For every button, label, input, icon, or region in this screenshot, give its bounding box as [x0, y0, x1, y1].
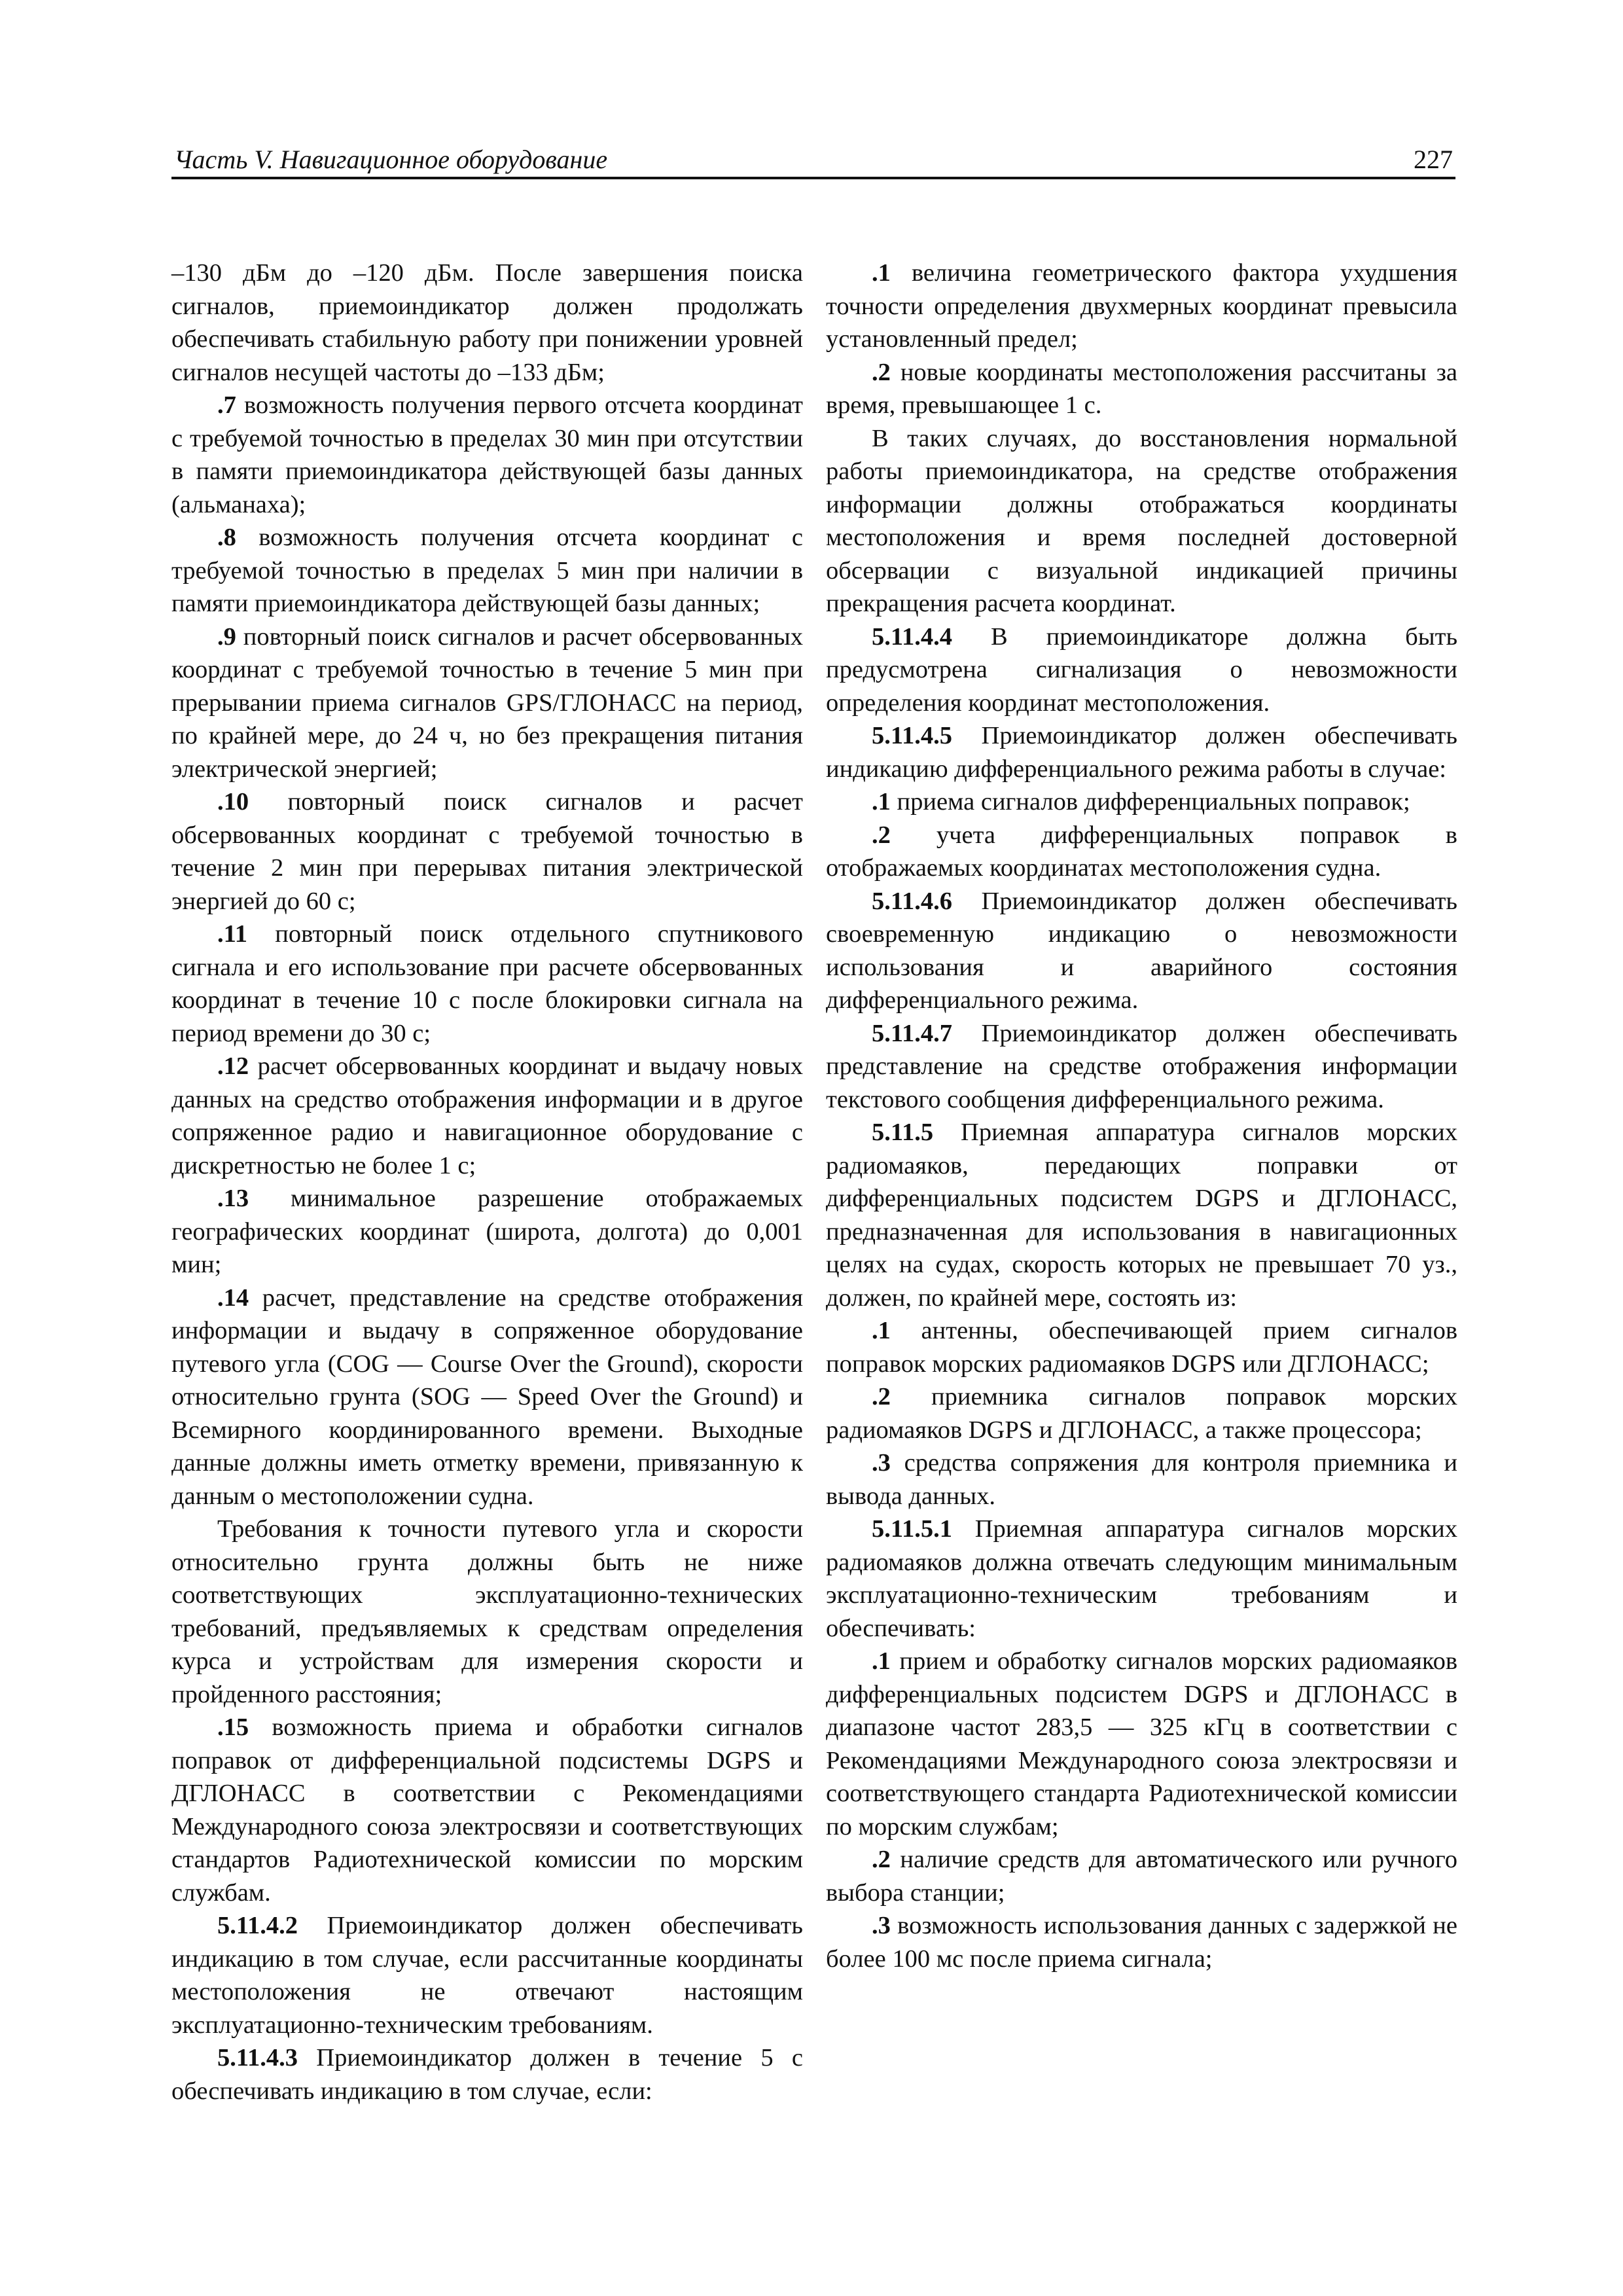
paragraph	[826, 1513, 1457, 1645]
paragraph	[171, 1909, 803, 2041]
paragraph	[171, 257, 803, 389]
item-number: .1	[872, 788, 891, 816]
item-number: .2	[872, 1846, 891, 1873]
paragraph	[826, 885, 1457, 1017]
paragraph-text: средства сопряжения для контроля приемника и вывода данных.	[826, 1449, 1457, 1510]
item-number: 5.11.5.1	[872, 1515, 953, 1543]
item-number: .9	[217, 622, 236, 651]
paragraph	[826, 1843, 1457, 1909]
left-text-column	[171, 257, 803, 2108]
paragraph	[171, 1182, 803, 1282]
paragraph-text: повторный поиск отдельного спутникового сигнала и его использование при расчете обсервованных координат в течение 10 с после блокировки сигнала на период времени до 30 с;	[171, 920, 803, 1047]
paragraph-text: Требования к точности путевого угла и скорости относительно грунта должны быть не ниже соответствующих эксплуатационно-технических требований, предъявляемых к средствам определения курса и устройствам для измерения скорости и пройденного расстояния;	[171, 1515, 803, 1708]
paragraph	[171, 620, 803, 786]
paragraph-text: Приемная аппаратура сигналов морских радиомаяков должна отвечать следующим минимальным эксплуатационно-техническим требованиям и обеспечивать:	[826, 1515, 1457, 1642]
item-number: .15	[217, 1713, 249, 1741]
paragraph	[826, 356, 1457, 422]
page-number: 227	[1414, 145, 1453, 174]
paragraph	[826, 1017, 1457, 1117]
page-header	[171, 143, 1455, 179]
running-title: Часть V. Навигационное оборудование	[174, 145, 608, 174]
item-number: .1	[872, 1647, 891, 1675]
item-number: .8	[217, 524, 236, 551]
item-number: 5.11.4.4	[872, 622, 953, 651]
item-number: .1	[872, 1317, 891, 1344]
item-number: 5.11.4.6	[872, 887, 953, 915]
paragraph-text: возможность приема и обработки сигналов поправок от дифференциальной подсистемы DGPS и ДГЛОНАСС в соответствии с Рекомендациями Международного союза электросвязи и соответствующих стандартов Радиотехнической комиссии по морским службам.	[171, 1713, 803, 1907]
paragraph	[826, 1446, 1457, 1513]
paragraph-text: расчет, представление на средстве отображения информации и выдачу в сопряженное оборудование путевого угла (COG — Course Over the Ground), скорости относительно грунта (SOG — Speed Over the Ground) и Всемирного координированного времени. Выходные данные должны иметь отметку времени, привязанную к данным о местоположении судна.	[171, 1283, 803, 1510]
item-number: .10	[217, 788, 249, 816]
paragraph	[171, 2041, 803, 2108]
paragraph	[171, 521, 803, 620]
paragraph	[826, 1909, 1457, 1975]
paragraph-text: –130 дБм до –120 дБм. После завершения поиска сигналов, приемоиндикатор должен продолжать обеспечивать стабильную работу при понижении уровней сигналов несущей частоты до –133 дБм;	[171, 259, 803, 386]
paragraph-text: прием и обработку сигналов морских радиомаяков дифференциальных подсистем DGPS и ДГЛОНАСС в диапазоне частот 283,5 — 325 кГц в соответствии с Рекомендациями Международного союза электросвязи и соответствующего стандарта Радиотехнической комиссии по морским службам;	[826, 1647, 1457, 1840]
paragraph	[826, 1645, 1457, 1843]
paragraph	[826, 1380, 1457, 1446]
paragraph	[171, 1513, 803, 1711]
paragraph-text: величина геометрического фактора ухудшения точности определения двухмерных координат превысила установленный предел;	[826, 259, 1457, 353]
item-number: .3	[872, 1449, 891, 1477]
paragraph	[826, 422, 1457, 620]
paragraph	[826, 620, 1457, 720]
paragraph-text: Приемоиндикатор должен обеспечивать индикацию в том случае, если рассчитанные координаты местоположения не отвечают настоящим эксплуатационно-техническим требованиям.	[171, 1912, 803, 2039]
item-number: 5.11.4.5	[872, 722, 953, 749]
paragraph-text: минимальное разрешение отображаемых географических координат (широта, долгота) до 0,001 мин;	[171, 1185, 803, 1278]
item-number: 5.11.4.7	[872, 1019, 953, 1047]
paragraph-text: приема сигналов дифференциальных поправок;	[890, 788, 1410, 816]
paragraph-text: Приемоиндикатор должен обеспечивать индикацию дифференциального режима работы в случае:	[826, 722, 1457, 783]
paragraph	[826, 257, 1457, 356]
item-number: .3	[872, 1912, 891, 1939]
paragraph	[826, 1314, 1457, 1380]
item-number: .2	[872, 821, 891, 849]
paragraph-text: Приемоиндикатор должен обеспечивать представление на средстве отображения информации текстового сообщения дифференциального режима.	[826, 1019, 1457, 1113]
right-text-column	[826, 257, 1457, 1975]
paragraph-text: наличие средств для автоматического или ручного выбора станции;	[826, 1846, 1457, 1907]
paragraph-text: Приемоиндикатор должен обеспечивать своевременную индикацию о невозможности использования и аварийного состояния дифференциального режима.	[826, 887, 1457, 1014]
paragraph	[171, 918, 803, 1050]
item-number: 5.11.4.3	[217, 2044, 298, 2072]
item-number: 5.11.4.2	[217, 1912, 298, 1939]
paragraph-text: новые координаты местоположения рассчитаны за время, превышающее 1 с.	[826, 358, 1457, 419]
paragraph-text: приемника сигналов поправок морских радиомаяков DGPS и ДГЛОНАСС, а также процессора;	[826, 1383, 1457, 1444]
item-number: .11	[217, 920, 248, 948]
item-number: .14	[217, 1283, 249, 1312]
paragraph-text: В приемоиндикаторе должна быть предусмотрена сигнализация о невозможности определения координат местоположения.	[826, 622, 1457, 717]
paragraph	[826, 785, 1457, 819]
item-number: .7	[217, 391, 236, 419]
paragraph-text: возможность получения отсчета координат с требуемой точностью в пределах 5 мин при наличии в памяти приемоиндикатора действующей базы данных;	[171, 524, 803, 617]
paragraph	[826, 1116, 1457, 1314]
paragraph	[171, 785, 803, 918]
item-number: 5.11.5	[872, 1119, 934, 1146]
paragraph-text: повторный поиск сигналов и расчет обсервованных координат с требуемой точностью в течение 2 мин при перерывах питания электрической энергией до 60 с;	[171, 788, 803, 915]
item-number: .2	[872, 1383, 891, 1410]
paragraph	[171, 1050, 803, 1182]
paragraph-text: антенны, обеспечивающей прием сигналов поправок морских радиомаяков DGPS или ДГЛОНАСС;	[826, 1317, 1457, 1378]
item-number: .1	[872, 259, 891, 287]
paragraph	[171, 1711, 803, 1909]
item-number: .13	[217, 1185, 249, 1212]
paragraph-text: повторный поиск сигналов и расчет обсервованных координат с требуемой точностью в течение 5 мин при прерывании приема сигналов GPS/ГЛОНАСС на период, по крайней мере, до 24 ч, но без прекращения питания электрической энергией;	[171, 622, 803, 783]
paragraph-text: расчет обсервованных координат и выдачу новых данных на средство отображения информации и в другое сопряженное радио и навигационное оборудование с дискретностью не более 1 с;	[171, 1052, 803, 1179]
paragraph	[171, 389, 803, 521]
paragraph	[171, 1282, 803, 1513]
paragraph-text: В таких случаях, до восстановления нормальной работы приемоиндикатора, на средстве отображения информации должны отображаться координаты местоположения и время последней достоверной обсервации с визуальной индикацией причины прекращения расчета координат.	[826, 424, 1457, 617]
item-number: .2	[872, 358, 891, 386]
paragraph-text: возможность использования данных с задержкой не более 100 мс после приема сигнала;	[826, 1912, 1457, 1973]
paragraph	[826, 819, 1457, 885]
paragraph-text: Приемоиндикатор должен в течение 5 с обеспечивать индикацию в том случае, если:	[171, 2044, 803, 2105]
item-number: .12	[217, 1052, 249, 1080]
paragraph-text: Приемная аппаратура сигналов морских радиомаяков, передающих поправки от дифференциальных подсистем DGPS и ДГЛОНАСС, предназначенная для использования в навигационных целях на судах, скорость которых не превышает 70 уз., должен, по крайней мере, состоять из:	[826, 1119, 1457, 1312]
paragraph-text: возможность получения первого отсчета координат с требуемой точностью в пределах 30 мин при отсутствии в памяти приемоиндикатора действующей базы данных (альманаха);	[171, 391, 803, 518]
paragraph-text: учета дифференциальных поправок в отображаемых координатах местоположения судна.	[826, 821, 1457, 882]
paragraph	[826, 719, 1457, 785]
